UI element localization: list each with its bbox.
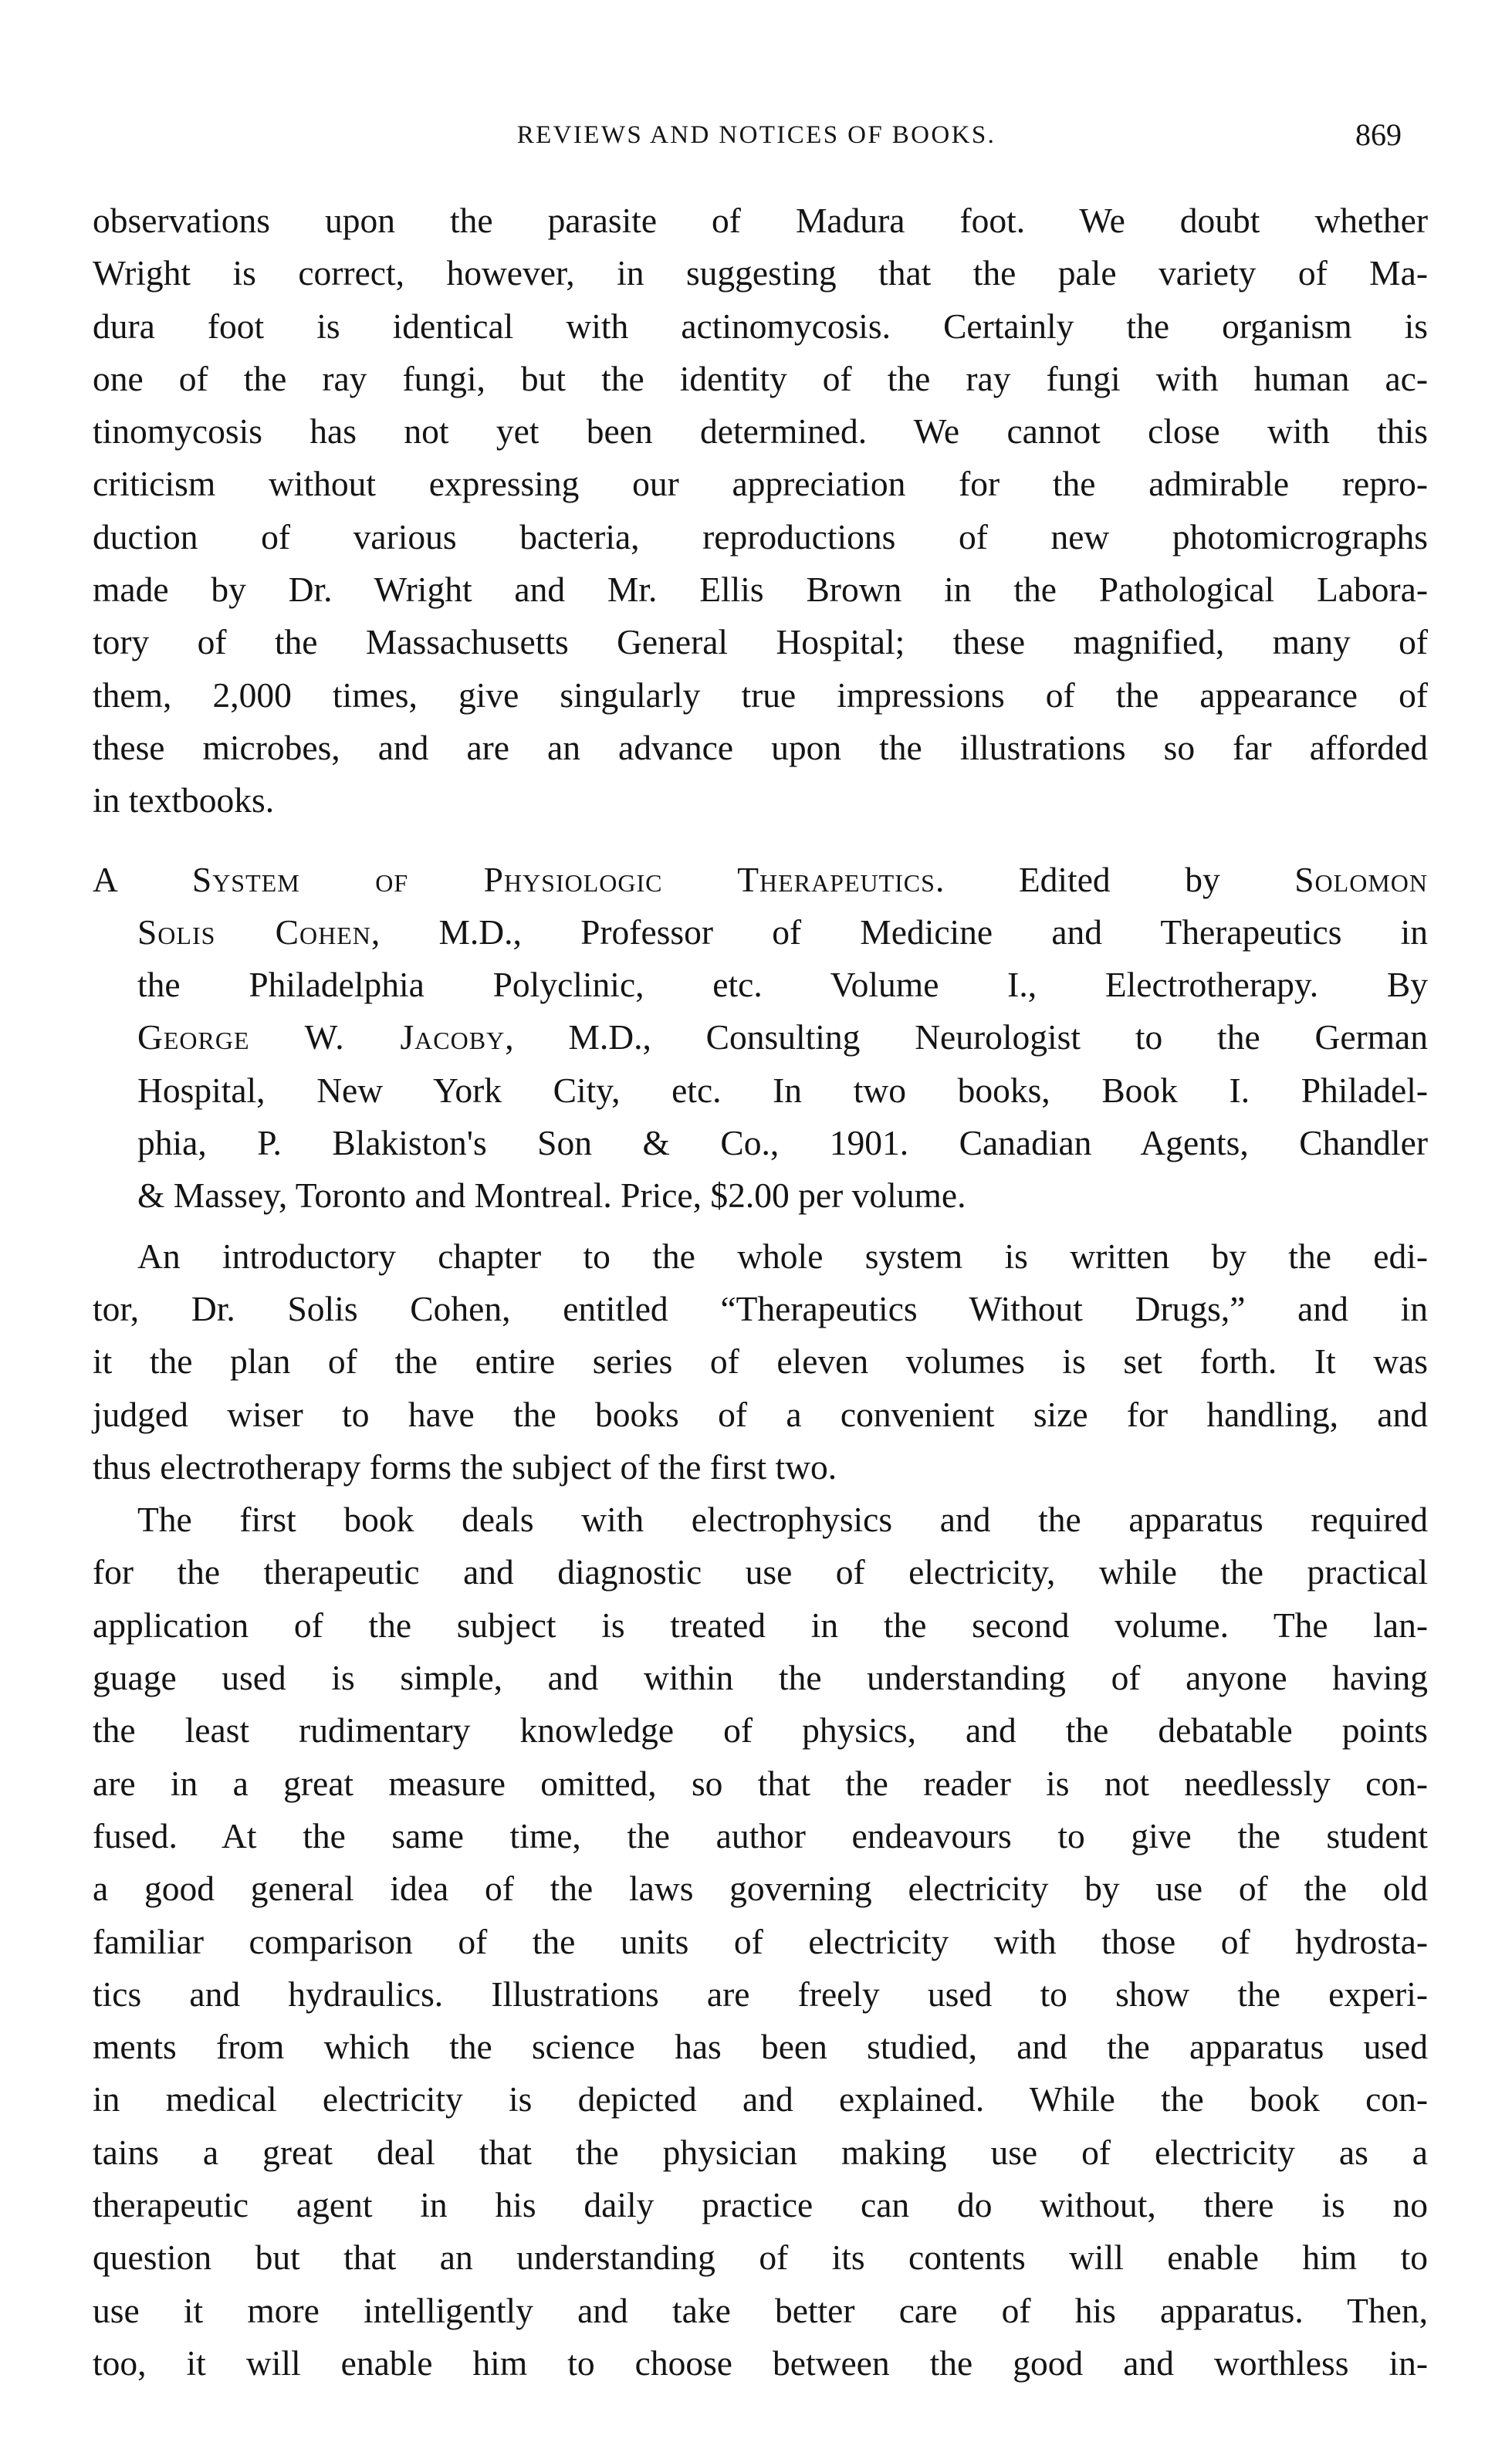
- citation-line: phia, P. Blakiston's Son & Co., 1901. Canadian Agents, Chandler: [137, 1123, 1428, 1163]
- text-line: dura foot is identical with actinomycosis. Certainly the organism is: [93, 306, 1428, 346]
- text-line: familiar comparison of the units of electricity with those of hydrosta-: [93, 1921, 1428, 1961]
- text-line: in textbooks.: [93, 780, 275, 820]
- text-line: for the therapeutic and diagnostic use of electricity, while the practical: [93, 1552, 1428, 1592]
- text-line: judged wiser to have the books of a convenient size for handling, and: [93, 1394, 1428, 1434]
- text-line: one of the ray fungi, but the identity of the ray fungi with human ac-: [93, 358, 1428, 398]
- citation-line: the Philadelphia Polyclinic, etc. Volume I., Electrotherapy. By: [137, 965, 1428, 1005]
- review-continuation-paragraph: [93, 195, 1428, 827]
- citation-line: A System of Physiologic Therapeutics. Edited by Solomon: [93, 859, 1428, 899]
- text-line: the least rudimentary knowledge of physics, and the debatable points: [93, 1710, 1428, 1751]
- text-line: it the plan of the entire series of eleven volumes is set forth. It was: [93, 1341, 1428, 1382]
- editor-name: Solomon: [1294, 859, 1428, 899]
- text-line: thus electrotherapy forms the subject of the first two.: [93, 1446, 837, 1487]
- text-line: guage used is simple, and within the understanding of anyone having: [93, 1658, 1428, 1698]
- text-line: Wright is correct, however, in suggesting that the pale variety of Ma-: [93, 253, 1428, 293]
- page-number: 869: [1355, 117, 1402, 152]
- text-line: these microbes, and are an advance upon the illustrations so far afforded: [93, 727, 1428, 767]
- text-line: application of the subject is treated in the second volume. The lan-: [93, 1605, 1428, 1645]
- text-line: duction of various bacteria, reproductions of new photomicrographs: [93, 516, 1428, 556]
- page-body: [93, 195, 1428, 2390]
- text-line: fused. At the same time, the author endeavours to give the student: [93, 1815, 1428, 1856]
- text-line: are in a great measure omitted, so that the reader is not needlessly con-: [93, 1763, 1428, 1803]
- text-line: use it more intelligently and take better care of his apparatus. Then,: [93, 2290, 1428, 2330]
- citation-line: Solis Cohen, M.D., Professor of Medicine and Therapeutics in: [137, 912, 1429, 952]
- text-line: them, 2,000 times, give singularly true impressions of the appearance of: [93, 675, 1428, 715]
- text-line: in medical electricity is depicted and explained. While the book con-: [93, 2079, 1428, 2119]
- text-line: too, it will enable him to choose between the good and worthless in-: [93, 2343, 1428, 2383]
- book-citation: [93, 854, 1428, 1223]
- text-line: therapeutic agent in his daily practice can do without, there is no: [93, 2184, 1428, 2224]
- text-line: observations upon the parasite of Madura foot. We doubt whether: [93, 201, 1428, 240]
- text-line: a good general idea of the laws governing electricity by use of the old: [93, 1869, 1428, 1909]
- text-line: question but that an understanding of its contents will enable him to: [93, 2238, 1428, 2278]
- text-line: The first book deals with electrophysics and the apparatus required: [137, 1500, 1428, 1540]
- editor-name: Solis Cohen: [137, 912, 371, 952]
- running-head: [93, 116, 1420, 162]
- text-line: tory of the Massachusetts General Hospital; these magnified, many of: [93, 622, 1428, 662]
- text-line: An introductory chapter to the whole system is written by the edi-: [137, 1236, 1428, 1276]
- citation-line: Hospital, New York City, etc. In two books, Book I. Philadel-: [137, 1070, 1428, 1110]
- review-paragraph: [93, 1230, 1428, 1494]
- author-name: George W. Jacoby: [137, 1017, 506, 1057]
- text-line: tains a great deal that the physician making use of electricity as a: [93, 2132, 1428, 2172]
- text-line: tor, Dr. Solis Cohen, entitled “Therapeutics Without Drugs,” and in: [93, 1288, 1428, 1328]
- review-paragraph: [93, 1494, 1428, 2390]
- running-head-title: REVIEWS AND NOTICES OF BOOKS.: [516, 121, 996, 149]
- text-line: ments from which the science has been studied, and the apparatus used: [93, 2027, 1428, 2067]
- text-line: tinomycosis has not yet been determined. We cannot close with this: [93, 411, 1428, 452]
- text-line: criticism without expressing our appreciation for the admirable repro-: [93, 464, 1428, 504]
- text-line: tics and hydraulics. Illustrations are freely used to show the experi-: [93, 1974, 1428, 2014]
- citation-line: & Massey, Toronto and Montreal. Price, $2.00 per volume.: [137, 1176, 966, 1216]
- text-line: made by Dr. Wright and Mr. Ellis Brown in the Pathological Labora-: [93, 570, 1428, 610]
- book-title: A System of Physiologic Therapeutics: [93, 859, 935, 899]
- citation-line: George W. Jacoby, M.D., Consulting Neurologist to the German: [137, 1017, 1429, 1057]
